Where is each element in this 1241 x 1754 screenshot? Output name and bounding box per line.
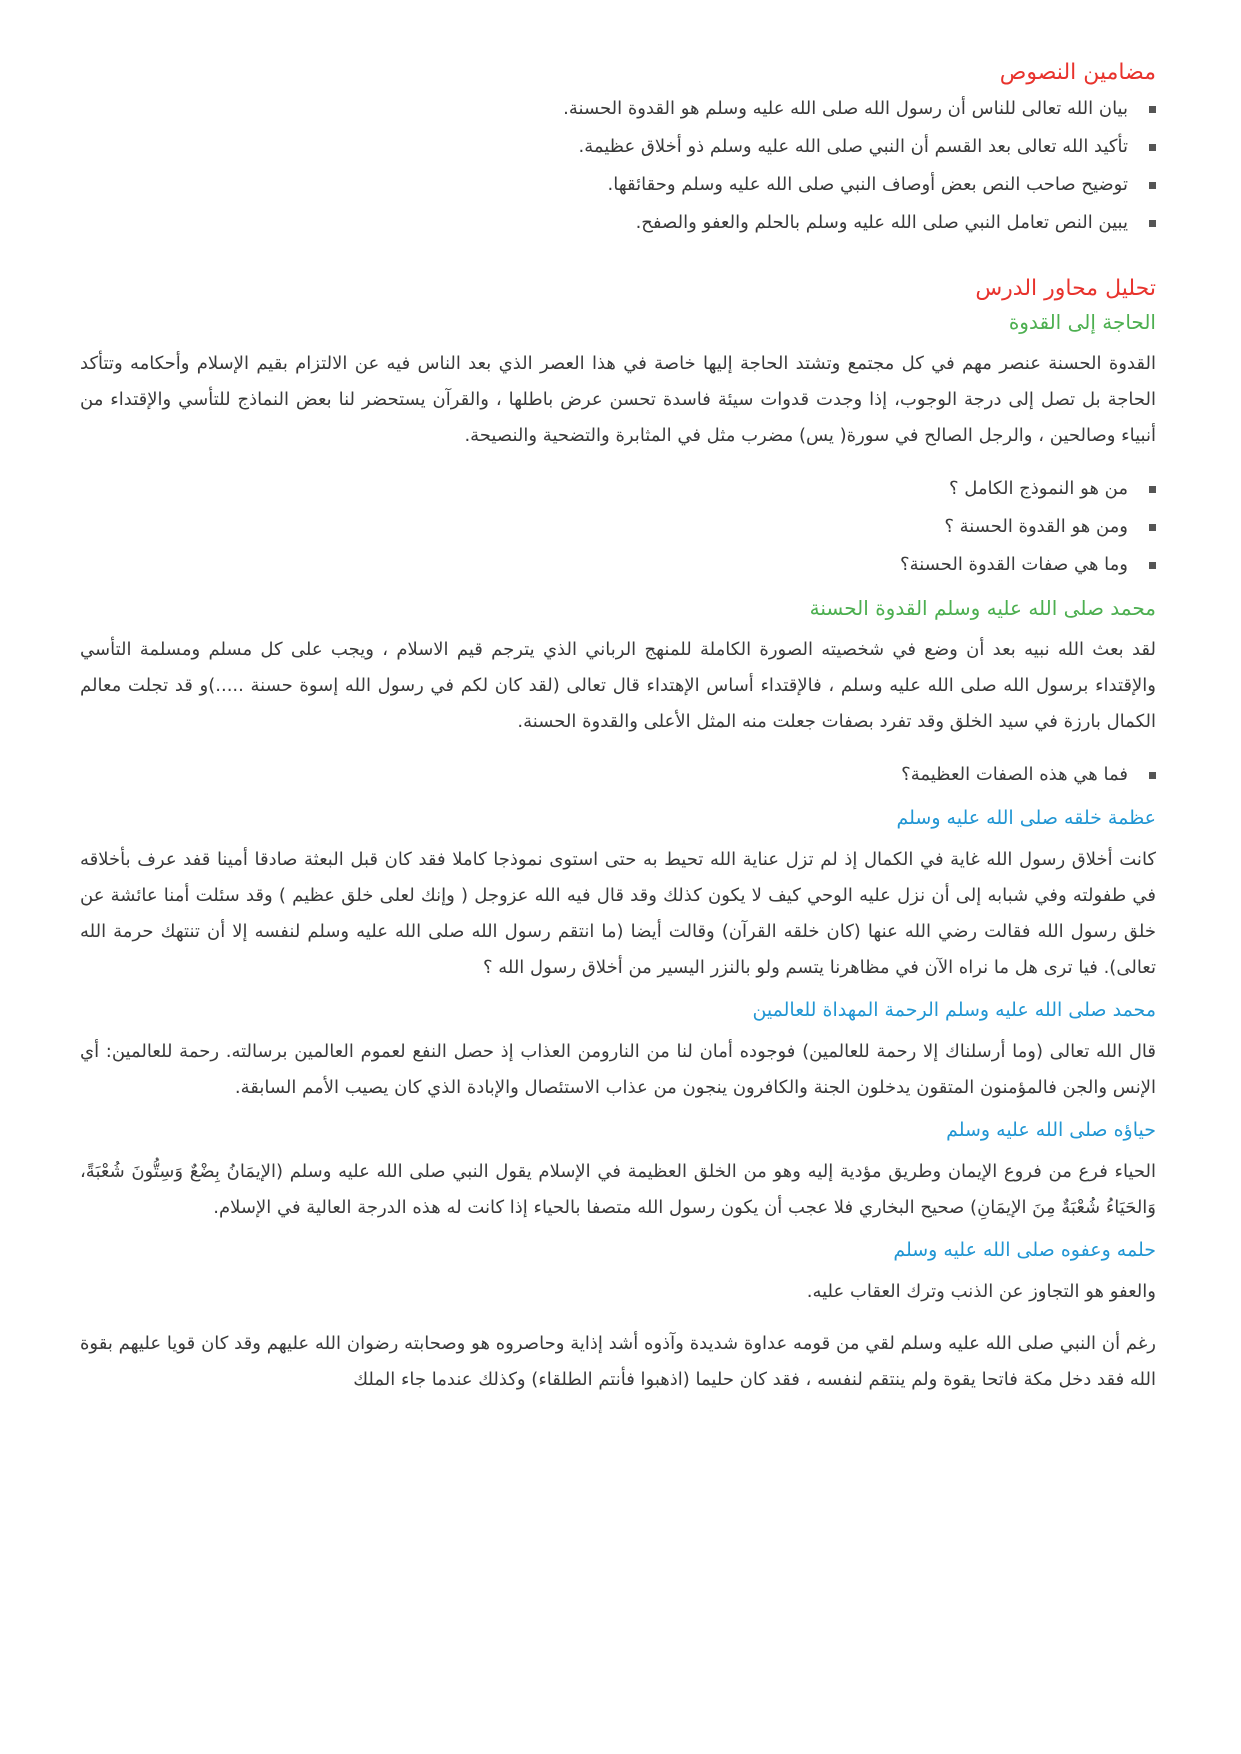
themes-list <box>80 90 1156 242</box>
section-title-lesson-analysis: تحليل محاور الدرس <box>975 276 1156 301</box>
bullet-square-icon <box>1149 524 1156 531</box>
list-item: وما هي صفات القدوة الحسنة؟ <box>80 546 1156 584</box>
paragraph-forgiveness-definition: والعفو هو التجاوز عن الذنب وترك العقاب عليه. <box>806 1281 1156 1302</box>
heading-prophet-good-example: محمد صلى الله عليه وسلم القدوة الحسنة <box>809 596 1156 620</box>
bullet-square-icon <box>1149 182 1156 189</box>
paragraph-greatness-of-character: كانت أخلاق رسول الله غاية في الكمال إذ لم تزل عناية الله تحيط به حتى استوى نموذجا كاملا فقد كان قبل البعثة صادقا أمينا قفد عرف بأخلاقه في طفولته وفي شبابه إلى أن نزل عليه الوحي كيف لا يكون كذلك وقد قال فيه الله عزوجل ( وإنك لعلى خلق عظيم ) وقد سئلت أمنا عائشة عن خلق رسول الله فقالت رضي الله عنها (كان خلقه القرآن) وقالت أيضا (ما انتقم رسول الله صلى الله عليه وسلم لنفسه إلا أن تنتهك حرمة الله تعالى). فيا ترى هل ما نراه الآن في مظاهرنا يتسم ولو بالنزر اليسير من أخلاق رسول الله ؟ <box>80 849 1156 978</box>
heading-mercy-to-worlds: محمد صلى الله عليه وسلم الرحمة المهداة للعالمين <box>752 999 1156 1021</box>
question-list-attributes <box>80 756 1156 794</box>
list-item: تأكيد الله تعالى بعد القسم أن النبي صلى الله عليه وسلم ذو أخلاق عظيمة. <box>80 128 1156 166</box>
bullet-square-icon <box>1149 562 1156 569</box>
paragraph-mercy-to-worlds: قال الله تعالى (وما أرسلناك إلا رحمة للعالمين) فوجوده أمان لنا من النارومن العذاب إذ حصل النفع لعموم العالمين برسالته. رحمة للعالمين: أي الإنس والجن فالمؤمنون المتقون يدخلون الجنة والكافرون ينجون من عذاب الاستئصال والإبادة الذي كان يصيب الأمم السابقة. <box>80 1041 1156 1098</box>
heading-forbearance-and-forgiveness: حلمه وعفوه صلى الله عليه وسلم <box>893 1239 1156 1261</box>
paragraph-modesty: الحياء فرع من فروع الإيمان وطريق مؤدية إليه وهو من الخلق العظيمة في الإسلام يقول النبي صلى الله عليه وسلم (الإيمَانُ بِضْعٌ وَسِتُّونَ شُعْبَةً، وَالحَيَاءُ شُعْبَةٌ مِنَ الإيمَانِ) صحيح البخاري فلا عجب أن يكون رسول الله متصفا بالحياء إذا كانت له هذه الدرجة العالية في الإسلام. <box>80 1161 1156 1218</box>
questions-list <box>80 470 1156 584</box>
bullet-square-icon <box>1149 220 1156 227</box>
list-item: توضيح صاحب النص بعض أوصاف النبي صلى الله عليه وسلم وحقائقها. <box>80 166 1156 204</box>
bullet-square-icon <box>1149 772 1156 779</box>
bullet-square-icon <box>1149 106 1156 113</box>
list-item: ومن هو القدوة الحسنة ؟ <box>80 508 1156 546</box>
heading-need-for-role-model: الحاجة إلى القدوة <box>1008 310 1156 334</box>
paragraph-forbearance: رغم أن النبي صلى الله عليه وسلم لقي من قومه عداوة شديدة وآذوه أشد إذاية وحاصروه هو وصحابته رضوان الله عليهم وقد كان قويا عليهم بقوة الله فقد دخل مكة فاتحا يقوة ولم ينتقم لنفسه ، فقد كان حليما (اذهبوا فأنتم الطلقاء) وكذلك عندما جاء الملك <box>80 1333 1156 1390</box>
bullet-square-icon <box>1149 486 1156 493</box>
list-item: يبين النص تعامل النبي صلى الله عليه وسلم بالحلم والعفو والصفح. <box>80 204 1156 242</box>
list-item: من هو النموذج الكامل ؟ <box>80 470 1156 508</box>
heading-greatness-of-character: عظمة خلقه صلى الله عليه وسلم <box>896 807 1156 829</box>
list-item: بيان الله تعالى للناس أن رسول الله صلى الله عليه وسلم هو القدوة الحسنة. <box>80 90 1156 128</box>
heading-modesty: حياؤه صلى الله عليه وسلم <box>946 1119 1156 1141</box>
paragraph-need-for-role-model: القدوة الحسنة عنصر مهم في كل مجتمع وتشتد الحاجة إليها خاصة في هذا العصر الذي بعد الناس فيه عن الالتزام بقيم الإسلام وأحكامه وتتأكد الحاجة بل تصل إلى درجة الوجوب، إذا وجدت قدوات سيئة فاسدة تحسن عرض باطلها ، والقرآن يستحضر لنا بعض النماذج للتأسي والإقتداء من أنبياء وصالحين ، والرجل الصالح في سورة( يس) مضرب مثل في المثابرة والتضحية والنصيحة. <box>80 353 1156 446</box>
bullet-square-icon <box>1149 144 1156 151</box>
paragraph-prophet-good-example: لقد بعث الله نبيه بعد أن وضع في شخصيته الصورة الكاملة للمنهج الرباني الذي يترجم قيم الاسلام ، ويجب على كل مسلم ومسلمة التأسي والإقتداء برسول الله صلى الله عليه وسلم ، فالإقتداء أساس الإهتداء قال تعالى (لقد كان لكم في رسول الله إسوة حسنة .....)و قد تجلت معالم الكمال بارزة في سيد الخلق وقد تفرد بصفات جعلت منه المثل الأعلى والقدوة الحسنة. <box>80 639 1156 732</box>
section-title-text-themes: مضامين النصوص <box>999 60 1156 85</box>
list-item: فما هي هذه الصفات العظيمة؟ <box>80 756 1156 794</box>
